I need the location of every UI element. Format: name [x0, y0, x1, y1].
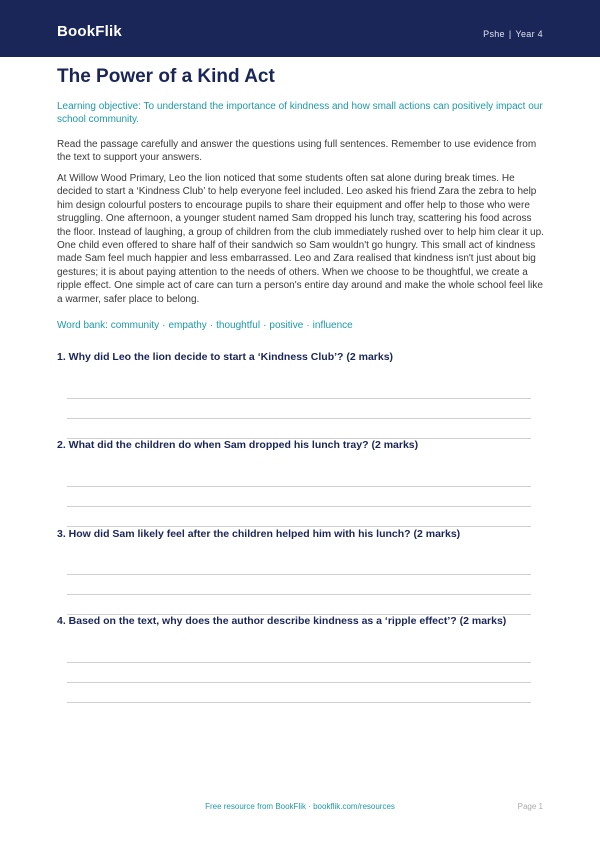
- answer-line[interactable]: [67, 594, 531, 595]
- answer-line[interactable]: [67, 662, 531, 663]
- word-bank-word: community: [110, 320, 160, 331]
- answer-line[interactable]: [67, 418, 531, 419]
- year-label: Year 4: [515, 29, 543, 39]
- question-2: 2. What did the children do when Sam dropped his lunch tray? (2 marks): [57, 439, 419, 451]
- question-4: 4. Based on the text, why does the author describe kindness as a ‘ripple effect’? (2 marks): [57, 615, 507, 627]
- question-3: 3. How did Sam likely feel after the children helped him with his lunch? (2 marks): [57, 528, 461, 540]
- word-bank-separator: ·: [162, 320, 166, 331]
- question-1: 1. Why did Leo the lion decide to start a ‘Kindness Club’? (2 marks): [57, 351, 394, 363]
- answer-line[interactable]: [67, 574, 531, 575]
- word-bank-word: empathy: [168, 320, 207, 331]
- page-number: Page 1: [517, 802, 543, 811]
- reading-passage: At Willow Wood Primary, Leo the lion noticed that some students often sat alone during break times. He decided to start a ‘Kindness Club’ to help everyone feel included. Leo asked his friend Zara the zebra to help him design colourful posters to encourage pupils to share their equipment and offer help to those who were struggling. One afternoon, a younger student named Sam dropped his lunch tray, scattering his food across the floor. Instead of laughing, a group of children from the club immediately rushed over to help him clear it up. One child even offered to share half of their sandwich so Sam wouldn't go hungry. This small act of kindness made Sam feel much happier and less embarrassed. Leo and Zara realised that kindness isn't just about big gestures; it is about paying attention to the needs of others. When we choose to be thoughtful, we create a ripple effect. One simple act of care can turn a person's entire day around and make the whole school feel like a warmer, safer place to belong.: [57, 173, 544, 305]
- answer-line[interactable]: [67, 506, 531, 507]
- word-bank-separator: ·: [209, 320, 214, 331]
- answer-line[interactable]: [67, 398, 531, 399]
- word-bank-word: thoughtful: [216, 320, 261, 331]
- answer-line[interactable]: [67, 682, 531, 683]
- instructions-text: Read the passage carefully and answer the questions using full sentences. Remember to use evidence from the text to support your answers.: [57, 139, 537, 163]
- word-bank-separator: ·: [263, 320, 267, 331]
- word-bank-word: influence: [312, 320, 353, 331]
- footer-credit: Free resource from BookFlik · bookflik.com/resources: [205, 802, 395, 811]
- subject-year-meta: [483, 28, 543, 40]
- answer-line[interactable]: [67, 486, 531, 487]
- learning-objective: Learning objective: To understand the importance of kindness and how small actions can positively impact our school community.: [57, 101, 543, 125]
- worksheet-title: The Power of a Kind Act: [57, 66, 275, 87]
- subject-label: Pshe: [483, 29, 505, 39]
- brand-logo-text: BookFlik: [57, 23, 122, 40]
- answer-line[interactable]: [67, 702, 531, 703]
- word-bank-word: positive: [269, 320, 304, 331]
- word-bank-separator: ·: [306, 320, 310, 331]
- page-header: [0, 0, 600, 57]
- word-bank-label: Word bank:: [57, 320, 108, 331]
- meta-separator: |: [508, 29, 512, 39]
- word-bank: [57, 319, 353, 332]
